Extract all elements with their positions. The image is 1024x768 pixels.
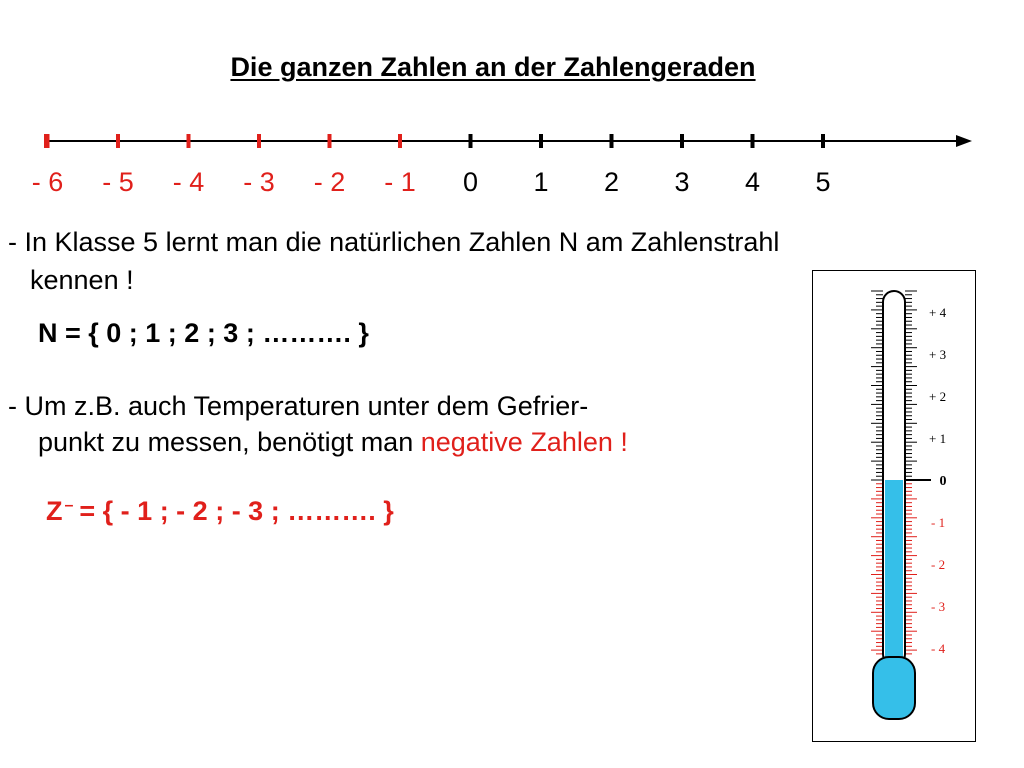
- thermometer-label: - 1: [931, 515, 946, 530]
- number-line-label: - 1: [384, 167, 416, 197]
- number-line-tick: [398, 134, 402, 148]
- number-line-tick: [751, 134, 755, 148]
- thermometer-bulb: [873, 657, 915, 719]
- paragraph-temperature-line2: [38, 424, 628, 460]
- number-line-label: 5: [815, 167, 831, 197]
- number-line-tick: [539, 134, 543, 148]
- number-line-label: - 5: [102, 167, 134, 197]
- number-line-tick: [116, 134, 120, 148]
- paragraph-natural-numbers-line2: kennen !: [30, 265, 134, 295]
- thermometer: [813, 271, 977, 743]
- thermometer-label: + 3: [929, 347, 947, 362]
- number-line-label: 2: [603, 167, 620, 197]
- number-line-tick: [257, 134, 261, 148]
- number-line-label: - 4: [172, 167, 205, 197]
- number-line-label: - 3: [243, 167, 275, 197]
- number-line-tick: [469, 134, 473, 148]
- page-title: Die ganzen Zahlen an der Zahlengeraden: [230, 52, 756, 82]
- number-line-tick: [46, 134, 50, 148]
- thermometer-fluid: [885, 480, 903, 667]
- thermometer-panel: [812, 270, 976, 742]
- number-line: [0, 0, 1024, 200]
- number-line-tick: [610, 134, 614, 148]
- thermometer-label: - 3: [931, 599, 946, 614]
- number-line-tick: [680, 134, 684, 148]
- number-line-arrow: [956, 135, 972, 147]
- natural-numbers-set: N = { 0 ; 1 ; 2 ; 3 ; ………. }: [38, 318, 369, 348]
- z-minus-superscript: –: [64, 497, 74, 514]
- negative-set-elements: = { - 1 ; - 2 ; - 3 ; ………. }: [79, 496, 394, 526]
- number-line-label: - 2: [313, 167, 346, 197]
- thermometer-label: 0: [939, 474, 947, 489]
- number-line-tick: [821, 134, 825, 148]
- z-letter: Z: [46, 496, 63, 526]
- thermometer-label: + 2: [929, 389, 947, 404]
- number-line-tick: [328, 134, 332, 148]
- paragraph-temperature-line1: - Um z.B. auch Temperaturen unter dem Gefrier-: [8, 391, 589, 421]
- thermometer-label: - 4: [931, 641, 946, 656]
- number-line-label: - 6: [31, 167, 64, 197]
- number-line-label: 1: [533, 167, 549, 197]
- number-line-label: 0: [462, 167, 479, 197]
- paragraph-temperature-text: punkt zu messen, benötigt man: [38, 427, 421, 457]
- negative-numbers-highlight: negative Zahlen !: [420, 427, 628, 457]
- negative-integers-set: [46, 496, 394, 527]
- thermometer-label: - 2: [931, 557, 946, 572]
- thermometer-label: + 4: [929, 305, 947, 320]
- thermometer-label: + 1: [929, 431, 947, 446]
- number-line-tick: [187, 134, 191, 148]
- number-line-label: 3: [674, 167, 690, 197]
- number-line-label: 4: [744, 167, 761, 197]
- paragraph-natural-numbers-line1: - In Klasse 5 lernt man die natürlichen Zahlen N am Zahlenstrahl: [8, 227, 780, 257]
